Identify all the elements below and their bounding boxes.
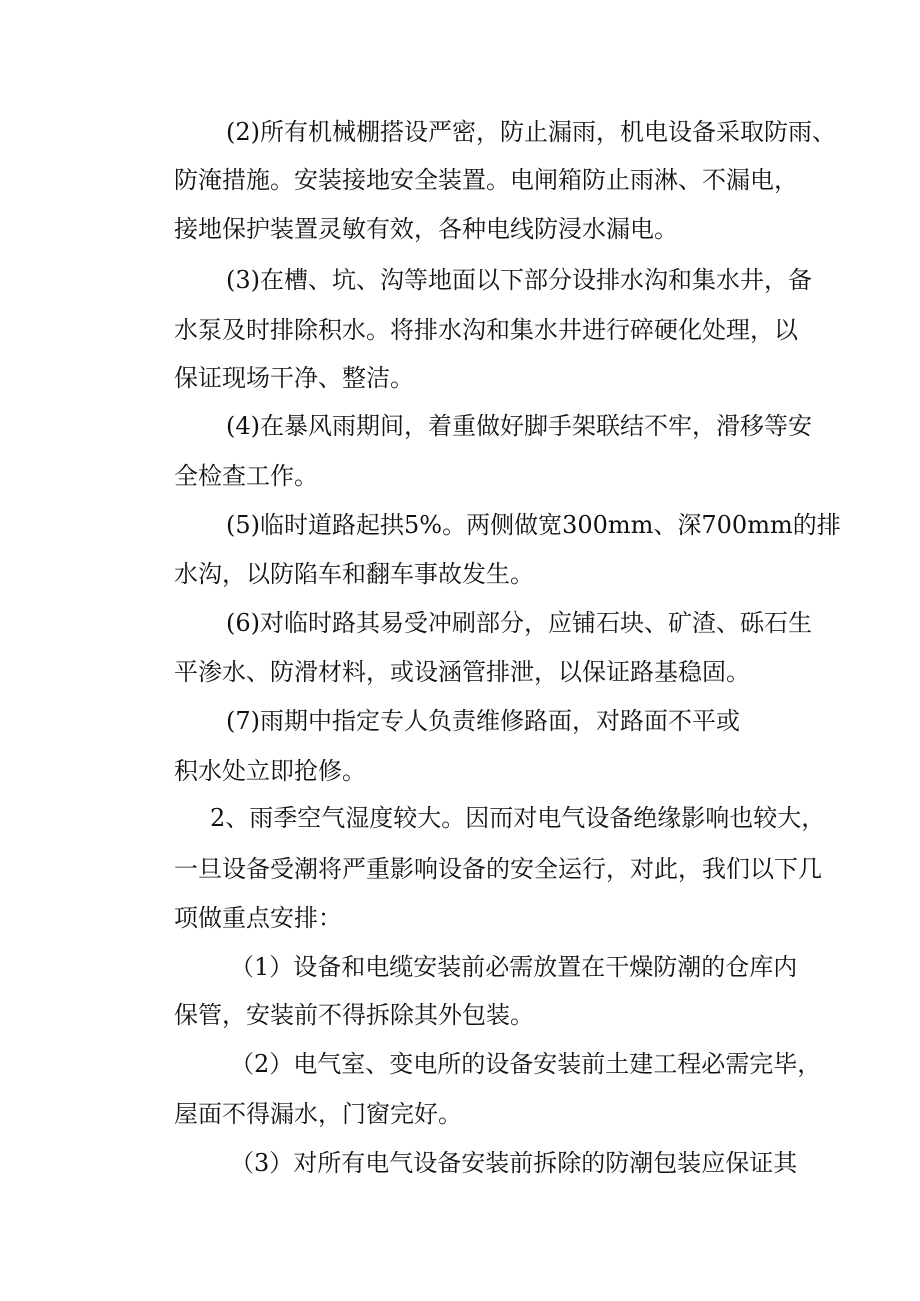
text-line: (4)在暴风雨期间，着重做好脚手架联结不牢，滑移等安 (226, 412, 812, 440)
text-line: 全检查工作。 (174, 462, 318, 490)
text-line: (3)在槽、坑、沟等地面以下部分设排水沟和集水井，备 (226, 266, 812, 294)
text-line: 防淹措施。安装接地安全装置。电闸箱防止雨淋、不漏电， (174, 166, 798, 194)
text-line: 平渗水、防滑材料，或设涵管排泄，以保证路基稳固。 (174, 658, 750, 686)
text-line: 接地保护装置灵敏有效，各种电线防浸水漏电。 (174, 215, 678, 243)
text-line: (2)所有机械棚搭设严密，防止漏雨，机电设备采取防雨、 (226, 118, 836, 146)
text-line: （2）电气室、变电所的设备安装前土建工程必需完毕， (230, 1050, 822, 1078)
text-line: （3）对所有电气设备安装前拆除的防潮包装应保证其 (230, 1149, 798, 1177)
text-line: (5)临时道路起拱5%。两侧做宽300mm、深700mm的排 (226, 511, 841, 539)
text-line: 水泵及时排除积水。将排水沟和集水井进行碎硬化处理，以 (174, 316, 798, 344)
text-line: (6)对临时路其易受冲刷部分，应铺石块、矿渣、砾石生 (226, 609, 812, 637)
text-line: 屋面不得漏水，门窗完好。 (174, 1100, 462, 1128)
text-line: 一旦设备受潮将严重影响设备的安全运行，对此，我们以下几 (174, 855, 822, 883)
text-line: 积水处立即抢修。 (174, 757, 366, 785)
text-line: 保管，安装前不得拆除其外包装。 (174, 1001, 534, 1029)
text-line: 保证现场干净、整洁。 (174, 364, 414, 392)
text-line: 2、雨季空气湿度较大。因而对电气设备绝缘影响也较大， (210, 804, 826, 832)
text-line: (7)雨期中指定专人负责维修路面，对路面不平或 (226, 707, 740, 735)
text-line: 水沟，以防陷车和翻车事故发生。 (174, 560, 534, 588)
text-line: （1）设备和电缆安装前必需放置在干燥防潮的仓库内 (230, 953, 798, 981)
text-line: 项做重点安排： (174, 904, 342, 932)
